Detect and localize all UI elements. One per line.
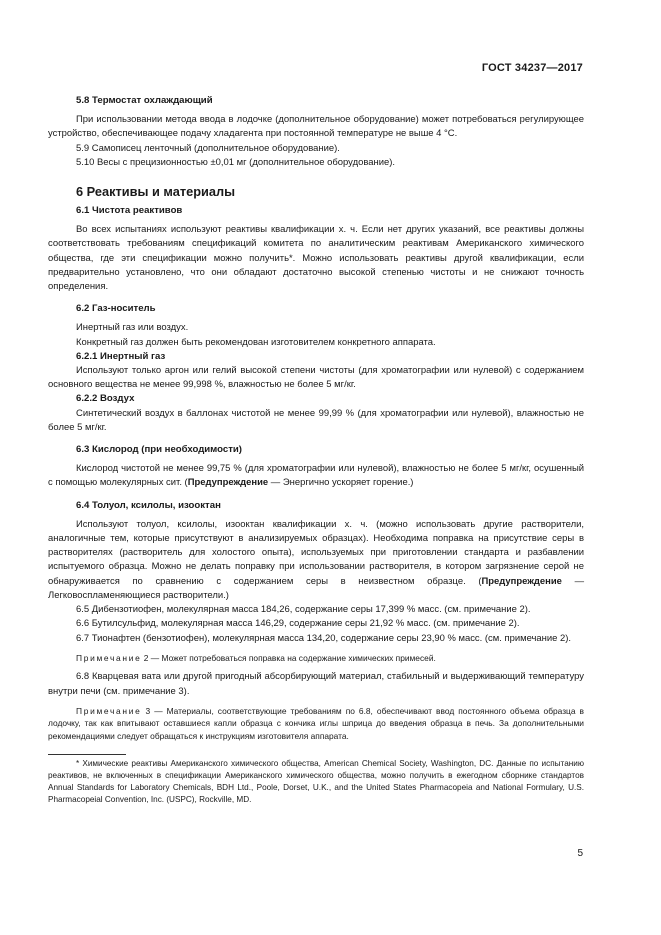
section-6-2-title: 6.2 Газ-носитель xyxy=(76,303,156,315)
section-5-9-text: 5.9 Самописец ленточный (дополнительное оборудование). xyxy=(76,142,340,154)
note-label: Примечание xyxy=(76,705,142,716)
section-6-4-text-a: Используют толуол, ксилолы, изооктан квалификации х. ч. (можно использовать другие растворители, аналогичные тем, которые присутствуют в анализируемых образцах). Необходима поправка на присутствие серы в растворителях (растворитель для холостого опыта), используемых при приготовлении стандарта и разбавлении испытуемого образца. Можно не делать поправку при использовании растворителя, в котором загрязнение серой не обнаруживается по сравнению с содержанием серы в неизвестном образце. ( xyxy=(48,518,584,587)
section-6-1-title: 6.1 Чистота реактивов xyxy=(76,205,183,217)
section-6-3-title: 6.3 Кислород (при необходимости) xyxy=(76,444,243,456)
section-5-8-text: При использовании метода ввода в лодочке (дополнительное оборудование) может потребоваться регулирующее устройство, обеспечивающее подачу хладагента при постоянной температуре не выше 4 °С. xyxy=(48,114,584,140)
section-6-4-title: 6.4 Толуол, ксилолы, изооктан xyxy=(76,499,221,511)
note-2 xyxy=(48,652,584,665)
footnote-divider xyxy=(48,754,126,755)
note-3 xyxy=(48,705,584,743)
section-6-5-text: 6.5 Дибензотиофен, молекулярная масса 184,26, содержание серы 17,399 % масс. (см. примечание 2). xyxy=(76,604,531,616)
section-6-1-text: Во всех испытаниях используют реактивы квалификации х. ч. Если нет других указаний, все реактивы должны соответствовать требованиям спецификаций комитета по аналитическим реактивам Американского химического общества, где эти спецификации можно получить*. Можно использовать реактивы другой квалификации, если предварительно установлено, что они обладают достаточно высокой степенью чистоты и не снижают точность определения. xyxy=(48,224,584,293)
section-6-title: 6 Реактивы и материалы xyxy=(76,184,236,200)
note-3-text: 3 — Материалы, соответствующие требованиям по 6.8, обеспечивают ввод постоянного объема образца в лодочку, так как впитывают оставшиеся капли образца с кончика иглы шприца до введения образца в печь. За дополнительными рекомендациями следует обращаться к инструкциям изготовителя аппарата. xyxy=(48,705,584,741)
section-6-2-text-2: Конкретный газ должен быть рекомендован изготовителем конкретного аппарата. xyxy=(76,336,436,348)
section-5-10-text: 5.10 Весы с прецизионностью ±0,01 мг (дополнительное оборудование). xyxy=(76,156,395,168)
page-number: 5 xyxy=(577,848,583,859)
section-6-2-1-text: Используют только аргон или гелий высокой степени чистоты (для хроматографии или нулевой) с содержанием основного вещества не менее 99,998 %, влажностью не более 5 мг/кг. xyxy=(48,365,584,391)
section-6-3-text xyxy=(48,462,584,490)
warning-label: Предупреждение xyxy=(481,575,562,587)
note-label: Примечание xyxy=(76,652,142,663)
footnote xyxy=(48,758,584,805)
section-6-2-1-title: 6.2.1 Инертный газ xyxy=(76,350,166,362)
footnote-text: * Химические реактивы Американского химического общества, American Chemical Society, Washington, DC. Данные по испытанию реактивов, не включенных в спецификации Американского химического общества, можно получить в ежегодном сборнике стандартов Annual Standards for Laboratory Chemicals, BDH Ltd., Poole, Dorset, U.K., and the United States Pharmacopeia and National Formulary, U.S. Pharmacopeial Convention, Inc. (USPC), Rockville, MD. xyxy=(48,759,584,804)
warning-label: Предупреждение xyxy=(187,477,269,489)
section-6-2-2-text: Синтетический воздух в баллонах чистотой не менее 99,99 % (для хроматографии или нулевой), влажностью не более 5 мг/кг. xyxy=(48,407,584,433)
section-6-8-text: 6.8 Кварцевая вата или другой пригодный абсорбирующий материал, стабильный и выдерживающий температуру внутри печи (см. примечание 3). xyxy=(48,671,584,697)
section-6-2-2-title: 6.2.2 Воздух xyxy=(76,393,135,405)
section-6-2-text-1: Инертный газ или воздух. xyxy=(76,322,189,334)
section-6-7-text: 6.7 Тионафтен (бензотиофен), молекулярная масса 134,20, содержание серы 23,90 % масс. (см. примечание 2). xyxy=(76,632,572,644)
note-2-text: 2 — Может потребоваться поправка на содержание химических примесей. xyxy=(141,652,436,663)
section-6-3-text-b: — Энергично ускоряет горение.) xyxy=(268,477,414,489)
section-6-4-text-b: — Легковоспламеняющиеся растворители.) xyxy=(48,575,585,601)
section-6-3-text-a: Кислород чистотой не менее 99,75 % (для хроматографии или нулевой), влажностью не более 5 мг/кг, осушенный с помощью молекулярных сит. ( xyxy=(48,463,584,489)
section-6-6-text: 6.6 Бутилсульфид, молекулярная масса 146,29, содержание серы 21,92 % масс. (см. примечание 2). xyxy=(76,618,520,630)
page-body xyxy=(48,92,584,806)
section-6-4-text xyxy=(48,518,584,603)
standard-header: ГОСТ 34237—2017 xyxy=(481,62,583,74)
section-5-8-title: 5.8 Термостат охлаждающий xyxy=(76,95,213,106)
